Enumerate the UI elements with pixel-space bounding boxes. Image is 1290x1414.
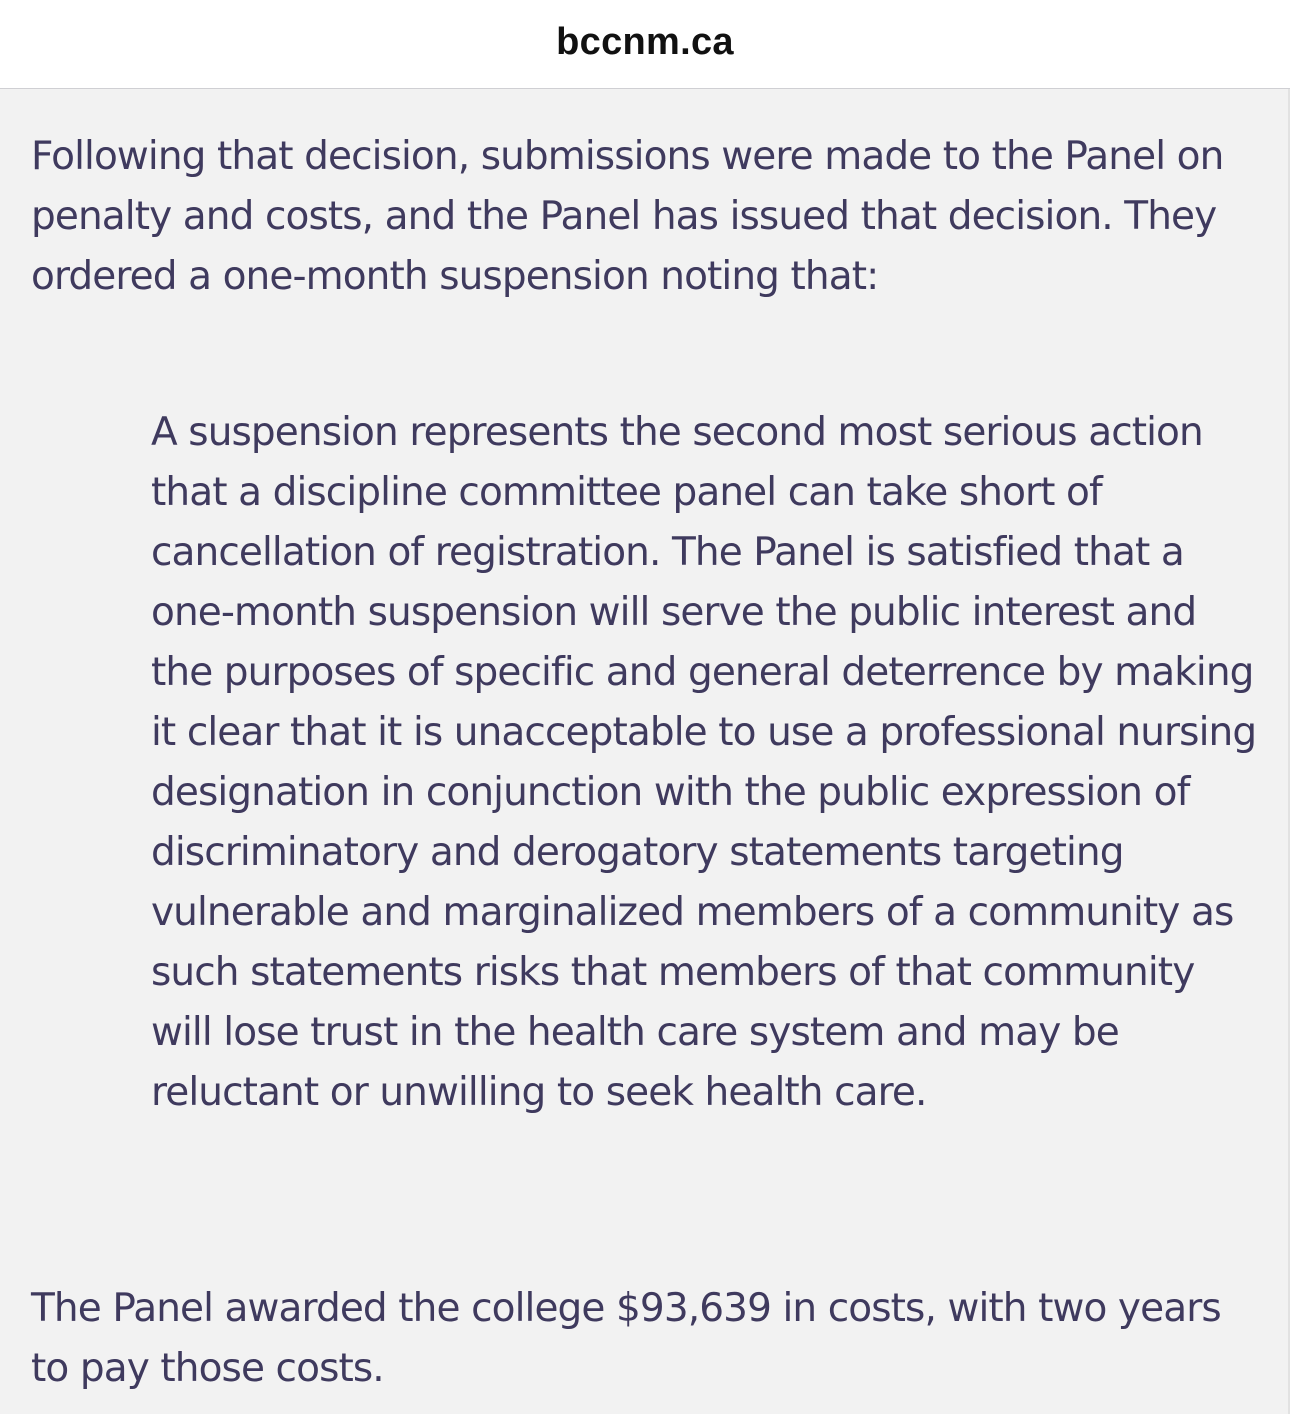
url-text[interactable]: bccnm.ca [556, 20, 734, 63]
article-content [0, 89, 1290, 1414]
decision-blockquote: A suspension represents the second most serious action that a discipline committee panel can take short of cancellation of registration. The Panel is satisfied that a one-month suspension will serve the public interest and the purposes of specific and general deterrence by making it clear that it is unacceptable to use a professional nursing designation in conjunction with the public expression of discriminatory and derogatory statements targeting vulnerable and marginalized members of a community as such statements risks that members of that community will lose trust in the health care system and may be reluctant or unwilling to seek health care. [151, 410, 1257, 1115]
intro-paragraph: Following that decision, submissions were made to the Panel on penalty and costs, and the Panel has issued that decision. They ordered a one-month suspension noting that: [31, 134, 1224, 299]
address-bar[interactable] [0, 0, 1290, 89]
costs-paragraph: The Panel awarded the college $93,639 in costs, with two years to pay those costs. [31, 1286, 1221, 1391]
